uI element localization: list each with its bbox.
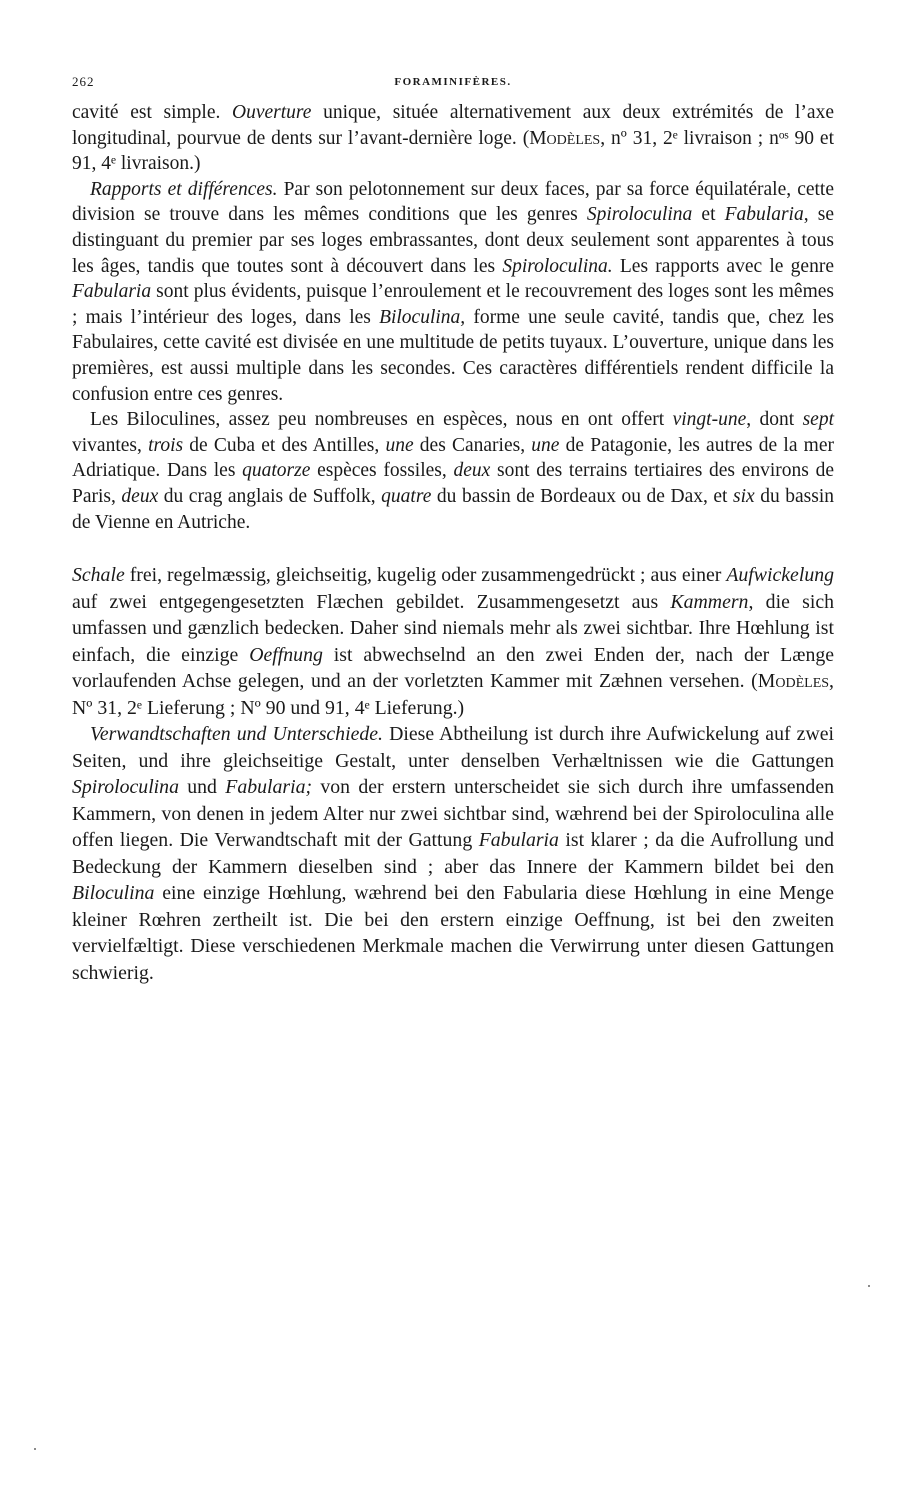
text-run: de Cuba et des Antilles,	[183, 434, 386, 456]
italic-term: Kammern	[670, 590, 749, 613]
italic-term: Spiroloculina	[72, 776, 179, 799]
italic-term: Aufwickelung	[726, 564, 834, 587]
italic-term: Fabularia	[72, 281, 152, 303]
italic-term: Spiroloculina	[586, 204, 693, 226]
text-run: , Nº 31, 2ᵉ Lieferung ; Nº 90 und 91, 4ᵉ Lieferung.)	[72, 670, 834, 719]
text-run: du bassin de Bordeaux ou de Dax, et	[431, 485, 734, 507]
italic-term: Biloculina	[72, 882, 155, 905]
french-paragraph-1	[72, 100, 834, 177]
italic-term: Schale	[72, 564, 125, 587]
italic-term: quatre	[381, 485, 432, 507]
scan-speck	[34, 1448, 36, 1450]
german-section	[72, 562, 834, 986]
german-paragraph-2	[72, 721, 834, 986]
italic-term: deux	[121, 485, 159, 507]
french-section	[72, 100, 834, 535]
page-header	[72, 74, 834, 100]
italic-term: Biloculina,	[379, 306, 466, 328]
text-run: Les Biloculines, assez peu nombreuses en espèces, nous en ont offert	[90, 409, 673, 431]
german-paragraph-1	[72, 562, 834, 721]
text-run: , dont	[746, 409, 803, 431]
text-run: ist abwechselnd an den zwei Enden der, nach der Længe vorlaufenden Achse gelegen, und an der vorletzten Kammer mit Zæhnen versehen. (	[72, 643, 834, 693]
section-heading-italic: Verwandtschaften und Unterschiede.	[90, 723, 383, 746]
italic-term: une	[385, 434, 414, 456]
text-run: frei, regelmæssig, gleichseitig, kugelig oder zusammengedrückt ; aus einer	[124, 564, 727, 587]
small-caps-term: Modèles	[757, 670, 830, 693]
italic-term: sept	[802, 409, 834, 431]
text-run: forme une seule cavité, tandis que, chez les Fabulaires, cette cavité est divisée en une multitude de petits tuyaux. L’ouverture, unique dans les premières, est aussi multiple dans les secondes. Ces caractères différentiels rendent difficile la confusion entre ces genres.	[72, 306, 834, 405]
text-run: , se distinguant du premier par ses loges embrassantes, dont deux seulement sont apparentes à tous les âges, tandis que toutes sont à découvert dans les	[72, 204, 834, 277]
page-number: 262	[72, 74, 95, 89]
section-gap	[72, 535, 834, 562]
text-run: de Patagonie, les autres de la mer Adriatique. Dans les	[72, 434, 834, 482]
italic-term: Spiroloculina.	[502, 255, 613, 277]
text-run: vivantes,	[72, 434, 149, 456]
text-run: auf zwei entgegengesetzten Flæchen gebildet. Zusammengesetzt aus	[72, 590, 671, 613]
text-run: espèces fossiles,	[310, 460, 454, 482]
text-run: Diese Abtheilung ist durch ihre Aufwickelung auf zwei Seiten, und ihre gleichseitige Gestalt, unter denselben Verhæltnissen wie die Gattungen	[72, 723, 834, 772]
text-run: eine einzige Hœhlung, wæhrend bei den Fabularia diese Hœhlung in eine Menge kleiner Rœhren zertheilt ist. Die bei den erstern einzige Oeffnung, ist bei den zweiten vervielfæltigt. Diese verschiedenen Merkmale machen die Verwirrung unter diesen Gattungen schwierig.	[72, 882, 834, 984]
italic-term: Oeffnung	[249, 643, 323, 666]
text-run: cavité est simple.	[72, 102, 233, 123]
text-run: des Canaries,	[413, 434, 532, 456]
italic-term: une	[531, 434, 560, 456]
text-run: sont des terrains tertiaires des environs de Paris,	[72, 460, 834, 507]
text-run: , die sich umfassen und gænzlich bedecken. Daher sind niemals mehr als zwei sichtbar. Ihre Hœhlung ist einfach, die einzige	[72, 590, 834, 666]
italic-term: deux	[453, 460, 491, 482]
italic-term: Fabularia	[724, 204, 804, 226]
italic-term: six	[733, 485, 755, 507]
text-run: du bassin de Vienne en Autriche.	[72, 485, 835, 533]
section-heading-italic: Rapports et différences.	[90, 178, 278, 200]
italic-term: vingt-une	[672, 409, 747, 431]
italic-term: trois	[148, 434, 184, 456]
text-run: du crag anglais de Suffolk,	[158, 485, 382, 507]
text-run: Les rapports avec le genre	[612, 255, 834, 277]
small-caps-term: Modèles	[529, 127, 601, 149]
text-run: von der erstern unterscheidet sie sich durch ihre umfassenden Kammern, von denen in jedem Alter nur zwei sichtbar sind, wæhrend bei der Spiroloculina alle offen liegen. Die Verwandtschaft mit der Gattung	[72, 776, 834, 852]
text-run: sont plus évidents, puisque l’enroulement et le recouvrement des loges sont les mêmes ; mais l’intérieur des loges, dans les	[72, 281, 834, 328]
french-paragraph-2	[72, 177, 834, 407]
french-paragraph-3	[72, 407, 834, 535]
document-page	[72, 74, 834, 986]
text-run: Par son pelotonnement sur deux faces, par sa force équilatérale, cette division se trouve dans les mêmes conditions que les genres	[72, 178, 835, 226]
italic-term: Fabularia	[478, 829, 559, 852]
italic-term: quatorze	[242, 460, 311, 482]
text-run: unique, située alternativement aux deux extrémités de l’axe longitudinal, pourvue de dents sur l’avant-dernière loge. (	[72, 102, 834, 149]
text-run: et	[692, 204, 725, 226]
text-run: und	[178, 776, 226, 799]
text-run: , nº 31, 2ᵉ livraison ; nᵒˢ 90 et 91, 4ᵉ livraison.)	[72, 127, 834, 175]
italic-term: Ouverture	[232, 102, 312, 123]
scan-speck	[868, 1285, 870, 1287]
text-run: ist klarer ; da die Aufrollung und Bedeckung der Kammern dieselben sind ; aber das Innere der Kammern bildet bei den	[72, 829, 835, 878]
running-title: FORAMINIFÈRES.	[394, 76, 512, 88]
italic-term: Fabularia;	[225, 776, 313, 799]
